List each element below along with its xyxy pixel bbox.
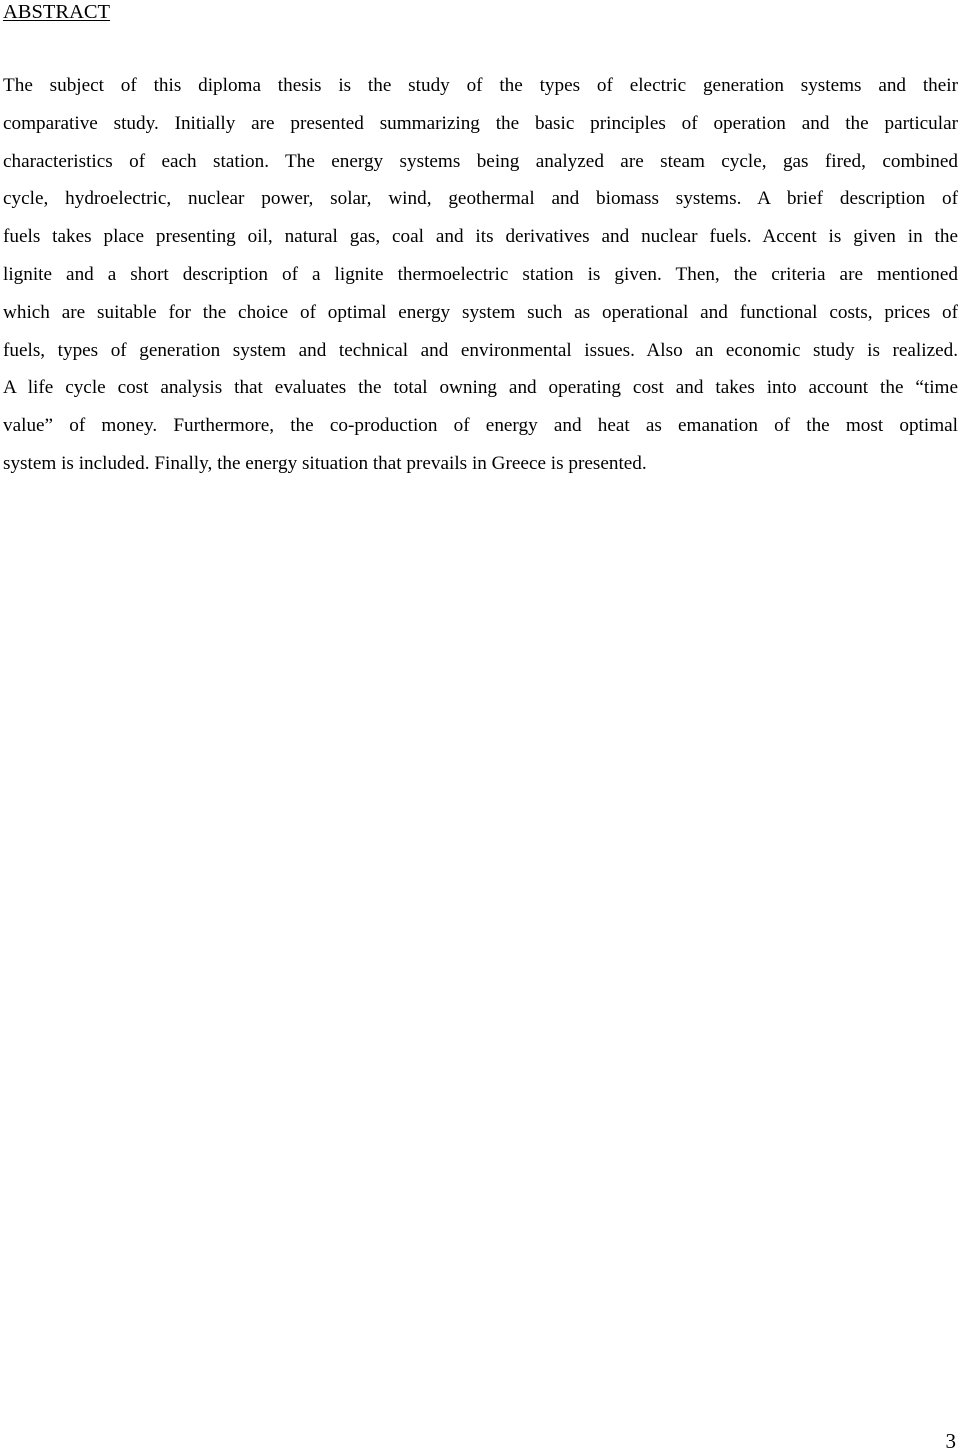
abstract-line-11: system is included. Finally, the energy situation that prevails in Greece is presented.: [3, 452, 647, 474]
abstract-line-7: which are suitable for the choice of optimal energy system such as operational and functional costs, prices of: [3, 301, 958, 323]
abstract-line-4: cycle, hydroelectric, nuclear power, solar, wind, geothermal and biomass systems. A brief description of: [3, 188, 958, 210]
abstract-line-9: A life cycle cost analysis that evaluates the total owning and operating cost and takes into account the “time: [3, 377, 958, 399]
abstract-line-6: lignite and a short description of a lignite thermoelectric station is given. Then, the criteria are mentioned: [3, 263, 958, 285]
abstract-paragraph: [3, 67, 958, 483]
abstract-line-1: The subject of this diploma thesis is the study of the types of electric generation systems and their: [3, 75, 958, 96]
abstract-line-3: characteristics of each station. The energy systems being analyzed are steam cycle, gas fired, combined: [3, 150, 958, 172]
abstract-line-10: value” of money. Furthermore, the co-production of energy and heat as emanation of the most optimal: [3, 415, 958, 437]
section-heading: ABSTRACT: [3, 1, 111, 23]
abstract-line-8: fuels, types of generation system and technical and environmental issues. Also an economic study is realized.: [3, 339, 958, 361]
page-number: 3: [945, 1429, 956, 1453]
abstract-line-5: fuels takes place presenting oil, natural gas, coal and its derivatives and nuclear fuels. Accent is given in the: [3, 226, 958, 248]
abstract-line-2: comparative study. Initially are presented summarizing the basic principles of operation and the particular: [3, 112, 958, 134]
